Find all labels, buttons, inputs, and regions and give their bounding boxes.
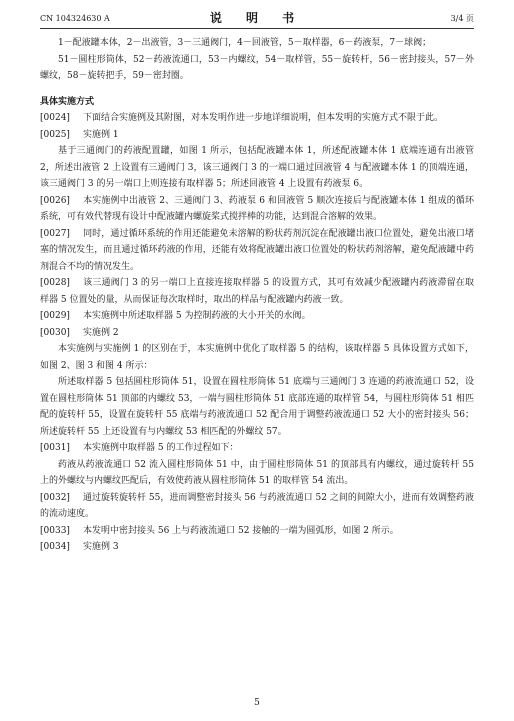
label-list-line: 51－圆柱形筒体，52－药液流通口，53－内螺纹，54－取样管，55－旋转杆，56－密封接头，57－外螺纹，58－旋转把手，59－密封圈。 xyxy=(40,54,474,81)
document-title: 说 明 书 xyxy=(209,11,305,25)
paragraph-text: 同时，通过循环系统的作用还能避免未溶解的粉状药剂沉淀在配液罐出液口位置处，避免出液口堵塞的情况发生，而且通过循环药液的作用，还能有效将配液罐出液口位置处的粉状药剂溶解，避免配液罐中药剂混合不均的情况发生。 xyxy=(40,228,474,272)
paragraph-0032 xyxy=(40,490,474,523)
page-number: 5 xyxy=(254,698,260,708)
paragraph-0034 xyxy=(40,539,474,556)
paragraph-continuation: 本实施例与实施例 1 的区别在于，本实施例中优化了取样器 5 的结构，该取样器 5 具体设置方式如下，如图 2、图 3 和图 4 所示： xyxy=(40,344,474,371)
paragraph-text: 本实施例中所述取样器 5 为控制药液的大小开关的水阀。 xyxy=(83,311,311,321)
paragraph-0030 xyxy=(40,325,474,342)
paragraph-number: [0033] xyxy=(40,525,70,536)
paragraph-number: [0025] xyxy=(40,129,70,140)
page-header xyxy=(40,8,474,29)
paragraph-text: 实施例 1 xyxy=(83,129,119,140)
paragraph-0033 xyxy=(40,523,474,540)
paragraph-text: 实施例 3 xyxy=(83,542,119,552)
paragraph-continuation: 所述取样器 5 包括圆柱形筒体 51，设置在圆柱形筒体 51 底端与三通阀门 3 连通的药液流通口 52，设置在圆柱形筒体 51 顶部的内螺纹 53，一端与圆柱形筒体 51 底部连通的取样管 54，与圆柱形筒体 51 相匹配的旋转杆 55，设置在旋转杆 55 底端与药液流通口 52 配合用于调整药液流通口 52 大小的密封接头 56；所述旋转杆 55 上还设置有与内螺纹 53 相匹配的外螺纹 57。 xyxy=(40,377,474,437)
paragraph-0025 xyxy=(40,127,474,144)
paragraph-text: 本实施例中出液管 2、三通阀门 3、药液泵 6 和回液管 5 顺次连接后与配液罐本体 1 组成的循环系统，可有效代替现有设计中配液罐内螺旋桨式搅拌棒的功能，达到混合溶解的效果。 xyxy=(40,195,474,222)
paragraph-text: 本发明中密封接头 56 上与药液流通口 52 接触的一端为圆弧形，如图 2 所示。 xyxy=(83,525,399,536)
paragraph-continuation: 基于三通阀门的药液配置罐，如图 1 所示，包括配液罐本体 1，所述配液罐本体 1 底端连通有出液管 2，所述出液管 2 上设置有三通阀门 3，该三通阀门 3 的一端口通过回液管 4 与配液罐本体 1 的顶端连通，该三通阀门 3 的另一端口上则连接有取样器 5；所述回液管 4 上设置有药液泵 6。 xyxy=(40,146,474,189)
paragraph-text: 本实施例中取样器 5 的工作过程如下： xyxy=(83,443,239,453)
label-list-line: 1－配液罐本体，2－出液管，3－三通阀门，4－回液管，5－取样器，6－药液泵，7－球阀； xyxy=(58,38,432,48)
section-title: 具体实施方式 xyxy=(40,96,95,107)
paragraph-0028 xyxy=(40,275,474,308)
paragraph-0027 xyxy=(40,226,474,276)
paragraph-text: 通过旋转旋转杆 55，进而调整密封接头 56 与药液流通口 52 之间的间隙大小，进而有效调整药液的流动速度。 xyxy=(40,492,474,519)
paragraph-number: [0031] xyxy=(40,443,70,453)
paragraph-number: [0026] xyxy=(40,195,70,206)
paragraph-text: 实施例 2 xyxy=(83,327,119,338)
paragraph-number: [0024] xyxy=(40,113,70,123)
paragraph-number: [0027] xyxy=(40,228,70,239)
paragraph-text: 下面结合实施例及其附图，对本发明作进一步地详细说明，但本发明的实施方式不限于此。 xyxy=(83,113,444,123)
paragraph-number: [0029] xyxy=(40,311,70,321)
document-body xyxy=(40,35,474,556)
paragraph-text: 该三通阀门 3 的另一端口上直接连接取样器 5 的设置方式，其可有效减少配液罐内药液滞留在取样器 5 位置处的量，从而保证每次取样时，取出的样品与配液罐内药液一致。 xyxy=(40,278,474,305)
paragraph-number: [0032] xyxy=(40,492,70,503)
paragraph-continuation: 药液从药液流通口 52 流入圆柱形筒体 51 中，由于圆柱形筒体 51 的顶部具有内螺纹，通过旋转杆 55 上的外螺纹与内螺纹匹配后，有效使药液从圆柱形筒体 51 的取样管 54 流出。 xyxy=(40,459,474,486)
paragraph-number: [0034] xyxy=(40,542,70,552)
paragraph-number: [0028] xyxy=(40,278,70,288)
paragraph-number: [0030] xyxy=(40,327,70,338)
page-indicator: 3/4 页 xyxy=(450,14,474,23)
paragraph-0026 xyxy=(40,193,474,226)
paragraph-0029 xyxy=(40,308,474,325)
paragraph-0031 xyxy=(40,440,474,457)
patent-number: CN 104324630 A xyxy=(40,14,110,23)
paragraph-0024 xyxy=(40,110,474,127)
